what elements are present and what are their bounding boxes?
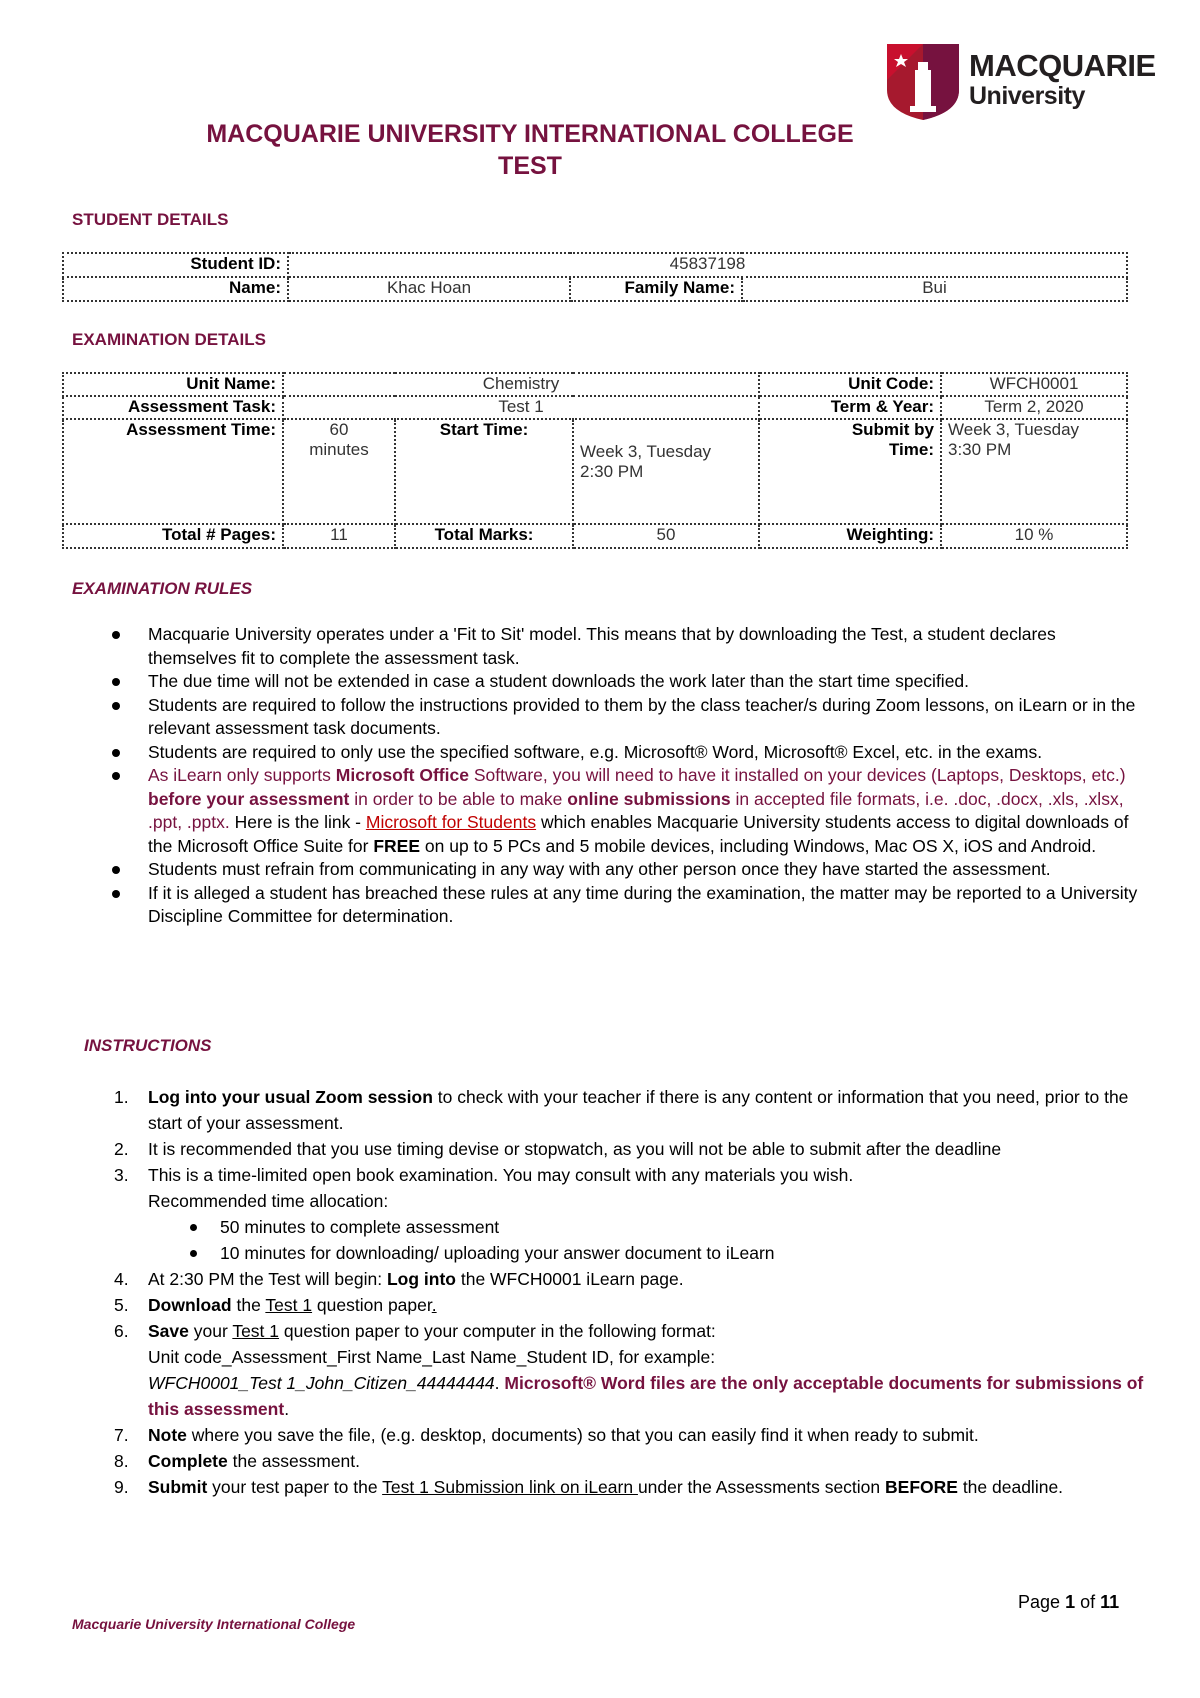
instruction-text: Recommended time allocation: xyxy=(148,1191,389,1211)
instructions-heading: INSTRUCTIONS xyxy=(84,1036,212,1055)
assessment-task-value: Test 1 xyxy=(283,396,759,419)
instruction-bold-text: Save xyxy=(148,1321,189,1341)
rule-text: The due time will not be extended in case a student downloads the work later than the start time specified. xyxy=(148,671,970,691)
submit-time-value xyxy=(941,419,1127,524)
rule-text: which enables Macquarie University students access to digital downloads of the Microsoft Office Suite for xyxy=(148,812,1129,856)
totals-row xyxy=(63,524,1127,548)
rule-item xyxy=(108,694,1138,741)
student-id-row xyxy=(63,253,1127,277)
weighting-label: Weighting: xyxy=(759,524,941,548)
student-name-row xyxy=(63,277,1127,301)
rule-item xyxy=(108,741,1138,765)
instruction-text: . xyxy=(494,1373,505,1393)
instruction-item xyxy=(108,1318,1148,1422)
rule-text: Students must refrain from communicating in any way with any other person once they have started the assessment. xyxy=(148,859,1051,879)
submit-time-day: Week 3, Tuesday xyxy=(948,420,1080,439)
bullet-icon xyxy=(112,890,120,898)
rule-item xyxy=(108,623,1138,670)
start-time-hour: 2:30 PM xyxy=(580,462,644,481)
instruction-sub-item xyxy=(108,1214,1148,1240)
instruction-bold-text: BEFORE xyxy=(885,1477,958,1497)
student-details-heading: STUDENT DETAILS xyxy=(72,210,229,229)
bullet-icon xyxy=(112,678,120,686)
instruction-bold-text: Microsoft® Word files are the only acceptable documents for submissions of this assessment xyxy=(148,1373,1144,1419)
unit-name-row xyxy=(63,373,1127,396)
instruction-bold-text: Submit xyxy=(148,1477,208,1497)
rule-text: in order to be able to make xyxy=(349,788,568,809)
start-time-label: Start Time: xyxy=(395,419,573,524)
page-word: Page xyxy=(1018,1592,1061,1612)
bullet-icon xyxy=(112,866,120,874)
name-label: Name: xyxy=(63,277,288,301)
page-number xyxy=(1018,1592,1119,1613)
instruction-text: It is recommended that you use timing devise or stopwatch, as you will not be able to submit after the deadline xyxy=(148,1139,1002,1159)
instruction-item xyxy=(108,1474,1148,1500)
instruction-sub-item xyxy=(108,1240,1148,1266)
instruction-text: question paper xyxy=(312,1295,432,1315)
page-total: 11 xyxy=(1100,1592,1120,1612)
instruction-text: the assessment. xyxy=(227,1451,361,1471)
assessment-time-unit: minutes xyxy=(309,440,369,459)
bullet-icon xyxy=(112,772,120,780)
of-word: of xyxy=(1080,1592,1096,1612)
page-title: MACQUARIE UNIVERSITY INTERNATIONAL COLLEGE xyxy=(206,120,854,148)
assessment-time-amount: 60 xyxy=(329,420,349,439)
instruction-text: the WFCH0001 iLearn page. xyxy=(455,1269,684,1289)
assessment-time-value xyxy=(283,419,395,524)
assessment-task-row xyxy=(63,396,1127,419)
instruction-text: where you save the file, (e.g. desktop, documents) so that you can easily find it when ready to submit. xyxy=(186,1425,979,1445)
instruction-item xyxy=(108,1422,1148,1448)
rule-bold-text: Microsoft Office xyxy=(335,765,469,785)
instruction-item xyxy=(108,1162,1148,1214)
rule-text: Macquarie University operates under a 'Fit to Sit' model. This means that by downloading the Test, a student declares themselves fit to complete the assessment task. xyxy=(148,624,1056,668)
instruction-text: . xyxy=(431,1295,437,1315)
rule-bold-text: FREE xyxy=(373,835,421,856)
instruction-item xyxy=(108,1448,1148,1474)
total-pages-value: 11 xyxy=(283,524,395,548)
examination-details-table xyxy=(62,372,1128,549)
instruction-number: 1. xyxy=(114,1087,129,1107)
rule-item xyxy=(108,882,1138,929)
examination-details-heading: EXAMINATION DETAILS xyxy=(72,330,266,349)
filename-example: WFCH0001_Test 1_John_Citizen_44444444 xyxy=(148,1373,495,1393)
submit-time-label-line2: Time: xyxy=(888,440,934,459)
rule-text: Students are required to follow the instructions provided to them by the class teacher/s during Zoom lessons, on iLearn or in the relevant assessment task documents. xyxy=(148,694,1136,738)
logo-wordmark-line1: MACQUARIE xyxy=(969,48,1156,83)
name-value: Khac Hoan xyxy=(288,277,570,301)
instruction-item xyxy=(108,1136,1148,1162)
weighting-value: 10 % xyxy=(941,524,1127,548)
instruction-number: 2. xyxy=(114,1139,129,1159)
rule-item xyxy=(108,670,1138,694)
footer-college-name: Macquarie University International College xyxy=(72,1616,356,1632)
page-current: 1 xyxy=(1065,1592,1076,1612)
instruction-text: This is a time-limited open book examination. You may consult with any materials you wish. xyxy=(148,1165,854,1185)
rule-item-microsoft-office xyxy=(108,764,1138,858)
rule-text: Software, you will need to have it installed on your devices (Laptops, Desktops, etc.) xyxy=(468,765,1126,785)
bullet-icon xyxy=(190,1250,197,1257)
rule-text: Here is the link - xyxy=(229,812,366,832)
instruction-text: 10 minutes for downloading/ uploading your answer document to iLearn xyxy=(220,1243,775,1263)
rule-text: As iLearn only supports xyxy=(148,765,336,785)
rule-text: on up to 5 PCs and 5 mobile devices, including Windows, Mac OS X, iOS and Android. xyxy=(420,835,1097,856)
instruction-text: At 2:30 PM the Test will begin: xyxy=(148,1269,387,1289)
total-pages-label: Total # Pages: xyxy=(63,524,283,548)
instruction-text: your xyxy=(188,1321,233,1341)
total-marks-value: 50 xyxy=(573,524,759,548)
instruction-bold-text: Complete xyxy=(148,1451,228,1471)
instruction-item xyxy=(108,1084,1148,1136)
instruction-number: 8. xyxy=(114,1451,129,1471)
instruction-text: the deadline. xyxy=(957,1477,1064,1497)
total-marks-label: Total Marks: xyxy=(395,524,573,548)
term-year-value: Term 2, 2020 xyxy=(941,396,1127,419)
bullet-icon xyxy=(112,749,120,757)
rule-text: in accepted file formats, i.e. .doc, .docx, .xls, .xlsx, .ppt, .pptx. xyxy=(148,788,1124,832)
university-logo xyxy=(885,40,1156,120)
instruction-text: . xyxy=(284,1399,290,1419)
assessment-time-label: Assessment Time: xyxy=(63,419,283,524)
instruction-text: Unit code_Assessment_First Name_Last Name_Student ID, for example: xyxy=(148,1347,716,1367)
submit-time-label xyxy=(759,419,941,524)
submit-time-hour: 3:30 PM xyxy=(948,440,1012,459)
family-name-label: Family Name: xyxy=(570,277,742,301)
student-id-value: 45837198 xyxy=(288,253,1127,277)
rule-bold-text: online submissions xyxy=(567,788,731,809)
instruction-number: 5. xyxy=(114,1295,129,1315)
assessment-time-row xyxy=(63,419,1127,524)
page-subtitle: TEST xyxy=(498,152,562,180)
instruction-text: question paper to your computer in the following format: xyxy=(279,1321,716,1341)
start-time-value xyxy=(573,419,759,524)
rule-text: Students are required to only use the specified software, e.g. Microsoft® Word, Microsoft® Excel, etc. in the exams. xyxy=(148,741,1043,762)
instruction-bold-text: Log into xyxy=(386,1269,456,1289)
instruction-underlined-text: Test 1 xyxy=(265,1295,313,1315)
examination-rules-heading: EXAMINATION RULES xyxy=(72,579,253,598)
bullet-icon xyxy=(112,702,120,710)
term-year-label: Term & Year: xyxy=(759,396,941,419)
rule-bold-text: before your assessment xyxy=(148,788,350,809)
instruction-text: to check with your teacher if there is any content or information that you need, prior to the start of your assessment. xyxy=(148,1087,1129,1133)
microsoft-for-students-link[interactable]: Microsoft for Students xyxy=(365,812,537,832)
bullet-icon xyxy=(112,631,120,639)
student-id-label: Student ID: xyxy=(63,253,288,277)
unit-name-label: Unit Name: xyxy=(63,373,283,396)
instruction-item xyxy=(108,1292,1148,1318)
instruction-number: 4. xyxy=(114,1269,129,1289)
rule-item xyxy=(108,858,1138,882)
unit-code-value: WFCH0001 xyxy=(941,373,1127,396)
instruction-number: 7. xyxy=(114,1425,129,1445)
bullet-icon xyxy=(190,1224,197,1231)
submit-time-label-line1: Submit by xyxy=(851,420,934,439)
instruction-underlined-text: Test 1 xyxy=(232,1321,280,1341)
instruction-bold-text: Download xyxy=(148,1295,232,1315)
instruction-text: your test paper to the xyxy=(207,1477,383,1497)
start-time-day: Week 3, Tuesday xyxy=(580,442,712,461)
instruction-bold-text: Note xyxy=(148,1425,187,1445)
unit-name-value: Chemistry xyxy=(283,373,759,396)
instructions-list xyxy=(108,1084,1148,1500)
instruction-bold-text: Log into your usual Zoom session xyxy=(148,1087,433,1107)
instruction-text: the xyxy=(231,1295,266,1315)
instruction-text: under the Assessments section xyxy=(637,1477,886,1497)
unit-code-label: Unit Code: xyxy=(759,373,941,396)
instruction-number: 6. xyxy=(114,1321,129,1341)
examination-rules-list xyxy=(108,623,1138,929)
instruction-item xyxy=(108,1266,1148,1292)
instruction-number: 3. xyxy=(114,1165,129,1185)
student-details-table xyxy=(62,252,1128,302)
logo-wordmark-line2: University xyxy=(969,82,1085,110)
instruction-number: 9. xyxy=(114,1477,129,1497)
instruction-text: 50 minutes to complete assessment xyxy=(220,1217,500,1237)
assessment-task-label: Assessment Task: xyxy=(63,396,283,419)
family-name-value: Bui xyxy=(742,277,1127,301)
shield-logo-icon xyxy=(885,40,961,120)
submission-link-text[interactable]: Test 1 Submission link on iLearn xyxy=(382,1477,638,1497)
rule-text: If it is alleged a student has breached these rules at any time during the examination, the matter may be reported to a University Discipline Committee for determination. xyxy=(148,882,1138,926)
